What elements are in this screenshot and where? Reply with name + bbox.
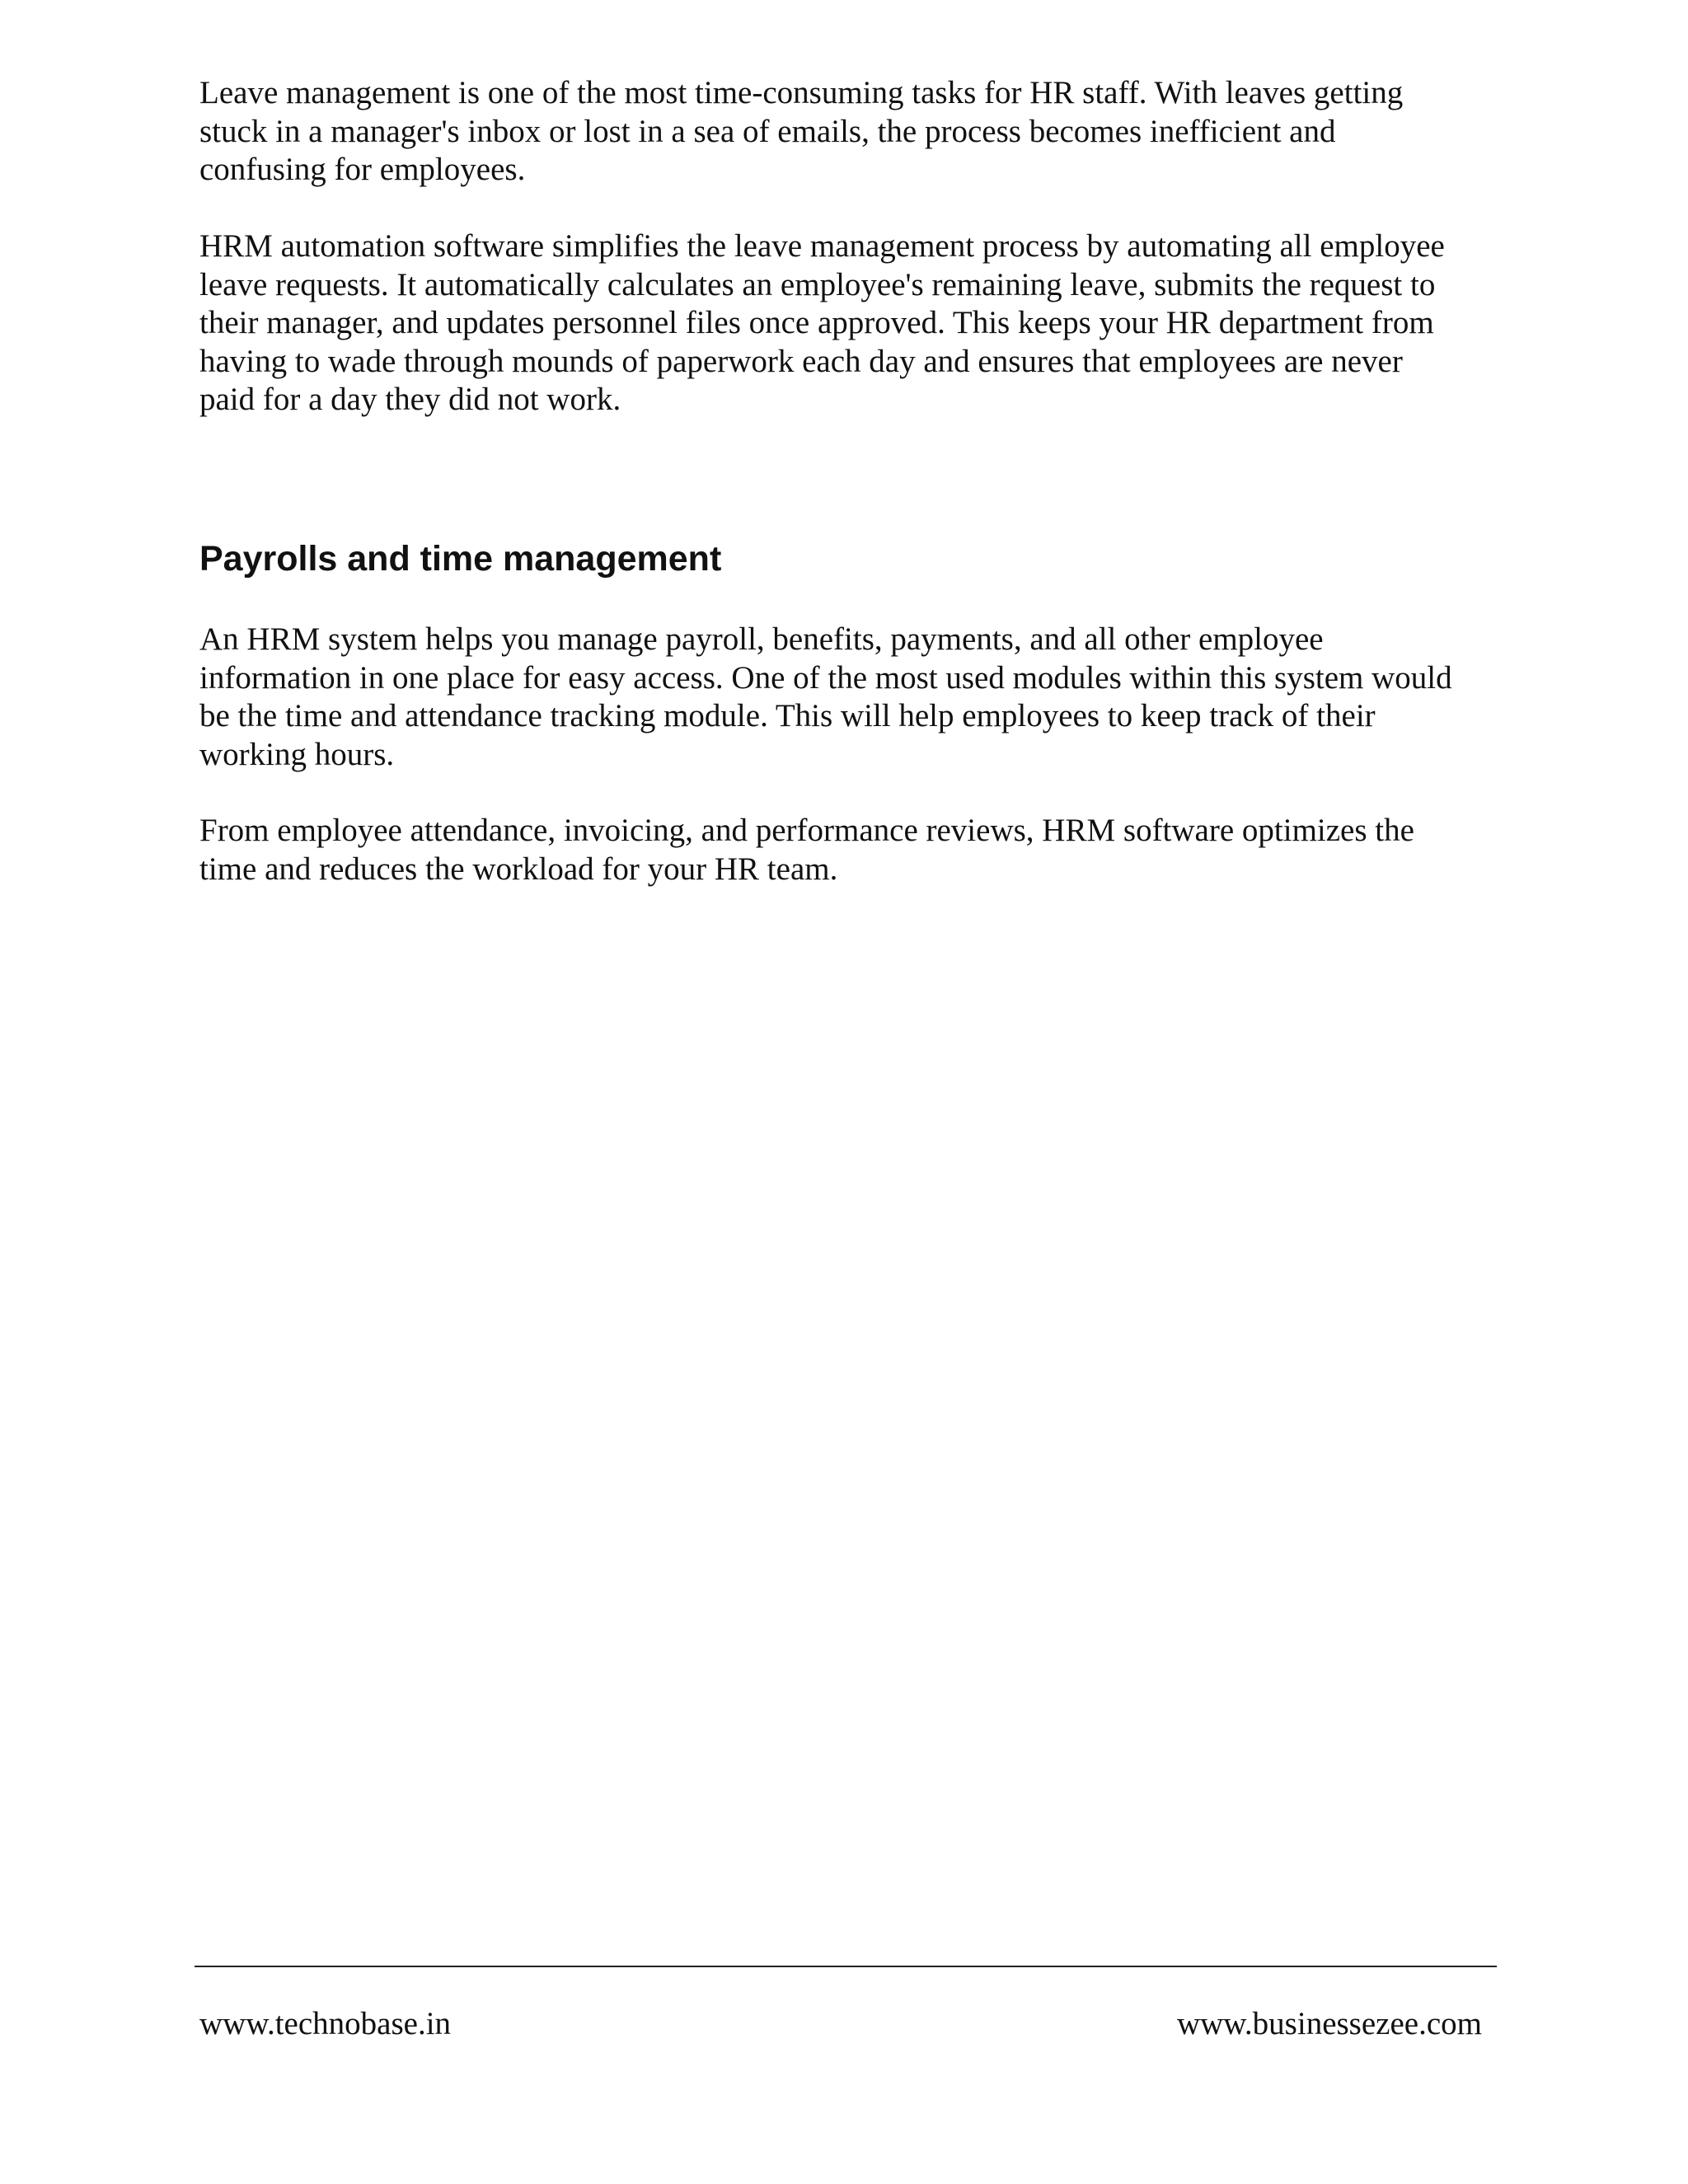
text-line: HRM automation software simplifies the leave management process by automating all employee: [199, 228, 1445, 264]
text-line: An HRM system helps you manage payroll, benefits, payments, and all other employee: [199, 621, 1324, 657]
text-line: be the time and attendance tracking module. This will help employees to keep track of their: [199, 698, 1376, 733]
text-line: having to wade through mounds of paperwork each day and ensures that employees are never: [199, 343, 1403, 379]
text-line: confusing for employees.: [199, 152, 526, 187]
text-line: paid for a day they did not work.: [199, 382, 621, 417]
text-line: Leave management is one of the most time-consuming tasks for HR staff. With leaves getting: [199, 75, 1404, 110]
paragraph-hrm-automation: [199, 227, 1502, 419]
text-line: information in one place for easy access. One of the most used modules within this system would: [199, 659, 1452, 696]
footer-link-businessezee[interactable]: www.businessezee.com: [1176, 2006, 1482, 2041]
text-line: From employee attendance, invoicing, and performance reviews, HRM software optimizes the: [199, 813, 1414, 848]
text-line: time and reduces the workload for your HR team.: [199, 851, 838, 887]
text-line: stuck in a manager's inbox or lost in a sea of emails, the process becomes inefficient and: [199, 113, 1336, 149]
paragraph-hrm-system: [199, 621, 1502, 774]
footer-divider: [195, 1966, 1497, 1967]
paragraph-hrm-optimizes: [199, 812, 1502, 888]
text-line: working hours.: [199, 736, 395, 772]
section-heading: Payrolls and time management: [199, 539, 722, 579]
paragraph-leave-management-intro: [199, 74, 1502, 190]
text-line: leave requests. It automatically calculates an employee's remaining leave, submits the request to: [199, 266, 1436, 302]
text-line: their manager, and updates personnel files once approved. This keeps your HR department from: [199, 305, 1434, 340]
footer-link-technobase[interactable]: www.technobase.in: [199, 2006, 452, 2041]
